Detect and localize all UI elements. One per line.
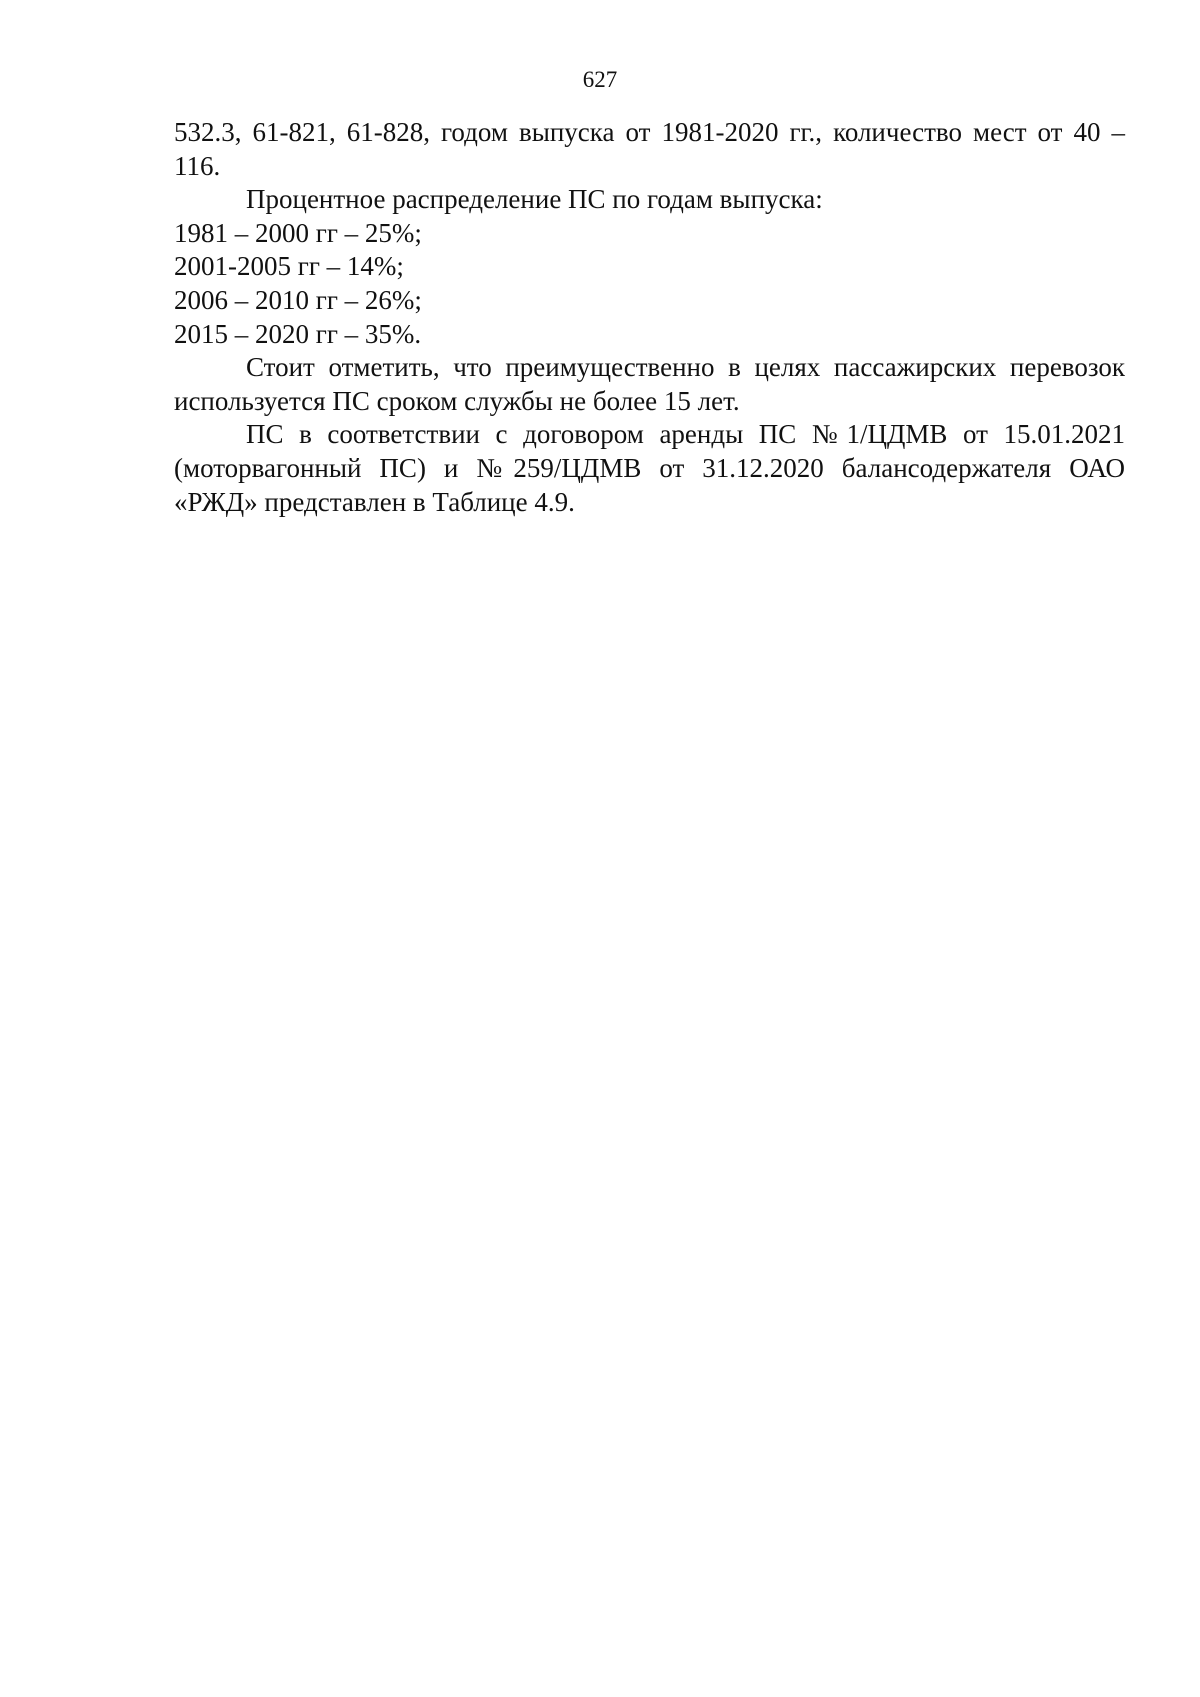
- body-text: [174, 116, 1125, 519]
- paragraph-lease-agreement: ПС в соответствии с договором аренды ПС №1/ЦДМВ от 15.01.2021 (моторвагонный ПС) и №259/ЦДМВ от 31.12.2020 балансодержателя ОАО «РЖД» представлен в Таблице 4.9.: [174, 419, 1125, 517]
- paragraph-distribution-intro: Процентное распределение ПС по годам выпуска:: [246, 184, 823, 215]
- distribution-item-3: 2006 – 2010 гг – 26%;: [174, 284, 422, 315]
- distribution-item-2: 2001-2005 гг – 14%;: [174, 251, 404, 282]
- paragraph-service-life: Стоит отметить, что преимущественно в целях пассажирских перевозок используется ПС сроком службы не более 15 лет.: [174, 352, 1125, 416]
- page-number: 627: [582, 67, 618, 92]
- distribution-item-1: 1981 – 2000 гг – 25%;: [174, 217, 422, 248]
- paragraph-continuation: 532.3, 61-821, 61-828, годом выпуска от 1981-2020 гг., количество мест от 40 – 116.: [174, 117, 1125, 181]
- distribution-item-4: 2015 – 2020 гг – 35%.: [174, 318, 422, 349]
